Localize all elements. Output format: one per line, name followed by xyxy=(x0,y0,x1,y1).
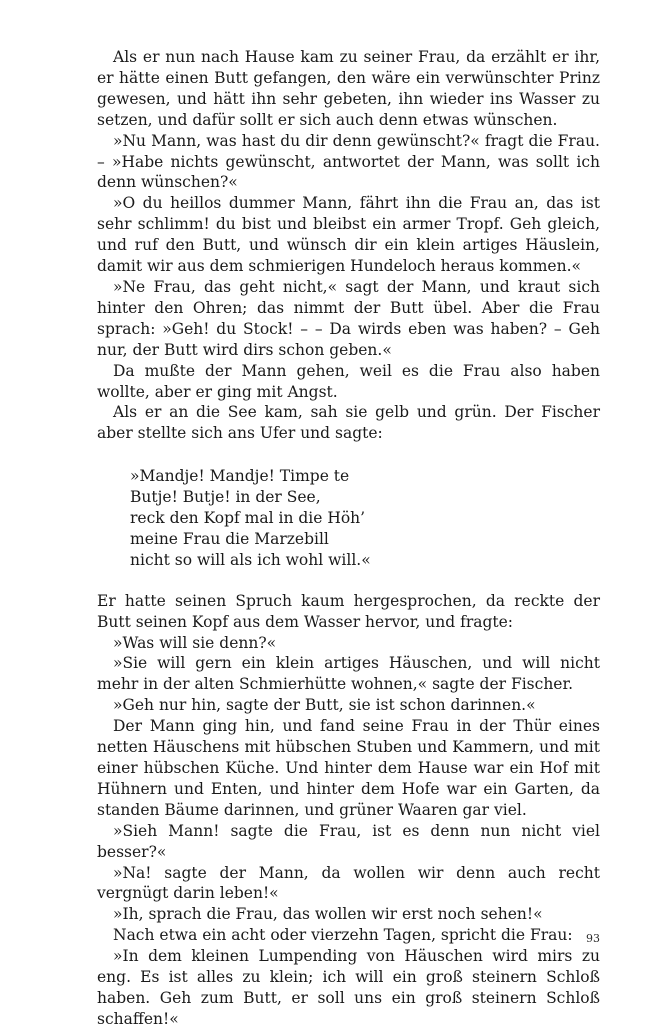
verse-line: reck den Kopf mal in die Höh’ xyxy=(130,509,366,528)
paragraph: Da mußte der Mann gehen, weil es die Frau also haben wollte, aber er ging mit Angst. xyxy=(97,361,600,401)
paragraph: Als er nun nach Hause kam zu seiner Frau, da erzählt er ihr, er hätte einen Butt gefangen, den wäre ein verwünschter Prinz gewesen, und hätt ihn sehr gebeten, ihn wieder ins Wasser zu setzen, und dafür sollt er sich auch denn etwas wünschen. xyxy=(97,48,600,129)
paragraph: »O du heillos dummer Mann, fährt ihn die Frau an, das ist sehr schlimm! du bist und bleibst ein armer Tropf. Geh gleich, und ruf den Butt, und wünsch dir ein klein artiges Häuslein, damit wir aus dem schmierigen Hundeloch heraus kommen.« xyxy=(97,194,600,276)
verse-block xyxy=(97,466,600,571)
page-body xyxy=(97,47,600,1030)
verse-line: meine Frau die Marzebill xyxy=(130,529,329,548)
paragraph: »Ih, sprach die Frau, das wollen wir erst noch sehen!« xyxy=(113,905,543,924)
page-number: 93 xyxy=(586,932,600,945)
paragraph: »In dem kleinen Lumpending von Häuschen wird mirs zu eng. Es ist alles zu klein; ich will ein groß steinern Schloß haben. Geh zum Butt, er soll uns ein groß steinern Schloß schaffen!« xyxy=(97,947,600,1028)
paragraph: »Sieh Mann! sagte die Frau, ist es denn nun nicht viel besser?« xyxy=(97,821,600,861)
paragraph: »Nu Mann, was hast du dir denn gewünscht?« fragt die Frau. – »Habe nichts gewünscht, antwortet der Mann, was sollt ich denn wünschen?« xyxy=(97,131,600,192)
paragraph: Der Mann ging hin, und fand seine Frau in der Thür eines netten Häuschens mit hübschen Stuben und Kammern, und mit einer hübschen Küche. Und hinter dem Hause war ein Hof mit Hühnern und Enten, und hinter dem Hofe war ein Garten, da standen Bäume darinnen, und grüner Waaren gar viel. xyxy=(97,717,600,819)
paragraph: »Ne Frau, das geht nicht,« sagt der Mann, und kraut sich hinter den Ohren; das nimmt der Butt übel. Aber die Frau sprach: »Geh! du Stock! – – Da wirds eben was haben? – Geh nur, der Butt wird dirs schon geben.« xyxy=(97,277,600,359)
verse-line: nicht so will als ich wohl will.« xyxy=(130,550,371,569)
verse-line: »Mandje! Mandje! Timpe te xyxy=(130,467,350,486)
verse-line: Butje! Butje! in der See, xyxy=(130,488,321,507)
paragraph: Nach etwa ein acht oder vierzehn Tagen, spricht die Frau: xyxy=(113,926,573,945)
paragraph: »Na! sagte der Mann, da wollen wir denn auch recht vergnügt darin leben!« xyxy=(97,863,600,903)
paragraph: »Was will sie denn?« xyxy=(113,633,277,652)
paragraph: »Geh nur hin, sagte der Butt, sie ist schon darinnen.« xyxy=(113,696,536,715)
paragraph: Er hatte seinen Spruch kaum hergesprochen, da reckte der Butt seinen Kopf aus dem Wasser hervor, und fragte: xyxy=(97,591,600,631)
paragraph: »Sie will gern ein klein artiges Häuschen, und will nicht mehr in der alten Schmierhütte wohnen,« sagte der Fischer. xyxy=(97,654,600,694)
paragraph: Als er an die See kam, sah sie gelb und grün. Der Fischer aber stellte sich ans Ufer und sagte: xyxy=(97,403,600,443)
